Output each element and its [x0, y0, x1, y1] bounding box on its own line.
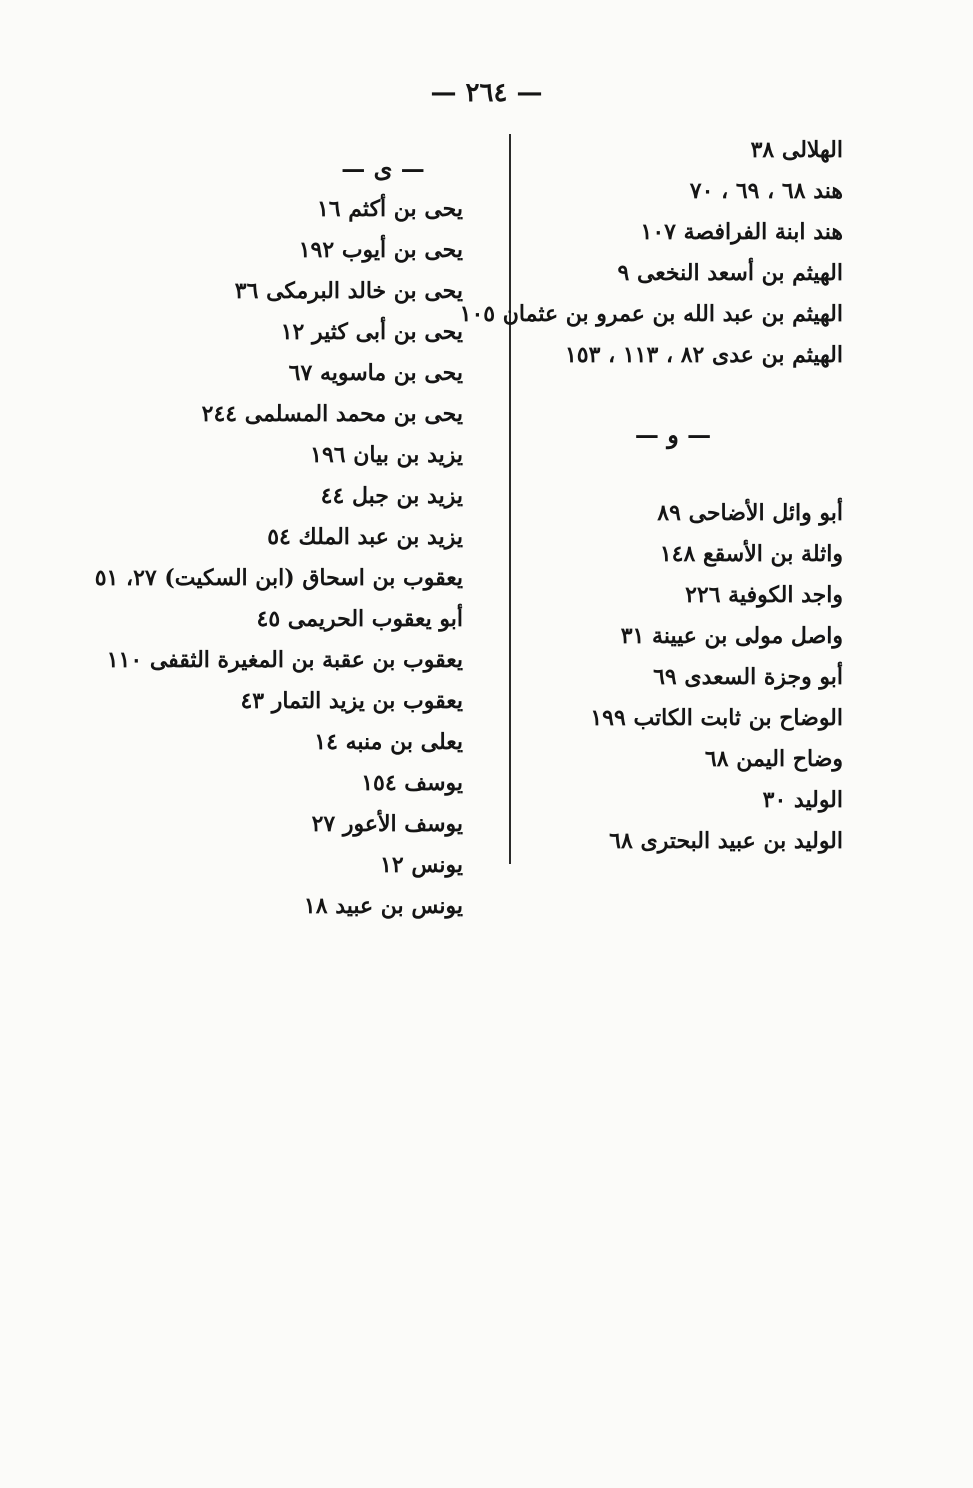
index-entry: هند ٦٨ ، ٦٩ ، ٧٠ — [689, 178, 843, 204]
index-entry: يونس ١٢ — [380, 852, 463, 878]
index-entry: يحى بن أيوب ١٩٢ — [298, 237, 463, 263]
index-entry: يونس بن عبيد ١٨ — [303, 893, 463, 919]
index-entry: يعقوب بن اسحاق (ابن السكيت) ٢٧، ٥١ — [94, 565, 463, 591]
index-entry: أبو وائل الأضاحى ٨٩ — [657, 500, 843, 526]
index-entry: الوليد ٣٠ — [762, 787, 843, 813]
index-entry: يزيد بن عبد الملك ٥٤ — [267, 524, 463, 550]
index-entry: يزيد بن بيان ١٩٦ — [310, 442, 463, 468]
section-heading-waw: — و — — [634, 420, 712, 449]
index-entry: هند ابنة الفرافصة ١٠٧ — [640, 219, 843, 245]
index-entry: يحى بن أبى كثير ١٢ — [280, 319, 463, 345]
index-entry: الهيثم بن أسعد النخعى ٩ — [617, 260, 843, 286]
section-heading-ya: — ى — — [341, 154, 425, 183]
index-entry: يزيد بن جبل ٤٤ — [320, 483, 463, 509]
left-column — [83, 148, 463, 927]
index-entry: يحى بن أكثم ١٦ — [316, 196, 463, 222]
index-entry: يحى بن محمد المسلمى ٢٤٤ — [201, 401, 463, 427]
index-entry: الهلالى ٣٨ — [750, 137, 843, 163]
page-number: — ٢٦٤ — — [430, 78, 543, 108]
index-entry: واجد الكوفية ٢٢٦ — [685, 582, 843, 608]
right-column — [459, 130, 843, 862]
index-entry: واثلة بن الأسقع ١٤٨ — [659, 541, 843, 567]
index-entry: الهيثم بن عبد الله بن عمرو بن عثمان ١٠٥ — [459, 301, 843, 327]
index-entry: الهيثم بن عدى ٨٢ ، ١١٣ ، ١٥٣ — [564, 342, 843, 368]
index-entry: أبو يعقوب الحريمى ٤٥ — [256, 606, 463, 632]
index-entry: الوضاح بن ثابت الكاتب ١٩٩ — [590, 705, 843, 731]
index-entry: وضاح اليمن ٦٨ — [704, 746, 843, 772]
index-entry: يعقوب بن يزيد التمار ٤٣ — [240, 688, 463, 714]
index-entry: أبو وجزة السعدى ٦٩ — [653, 664, 843, 690]
index-entry: يحى بن ماسويه ٦٧ — [288, 360, 463, 386]
section-gap — [503, 455, 843, 493]
index-entry: واصل مولى بن عيينة ٣١ — [620, 623, 843, 649]
index-entry: يوسف الأعور ٢٧ — [311, 811, 463, 837]
index-entry: يعلى بن منبه ١٤ — [314, 729, 463, 755]
section-gap — [503, 376, 843, 414]
index-entry: يوسف ١٥٤ — [361, 770, 463, 796]
index-entry: يحى بن خالد البرمكى ٣٦ — [234, 278, 463, 304]
index-entry: يعقوب بن عقبة بن المغيرة الثقفى ١١٠ — [106, 647, 463, 673]
index-entry: الوليد بن عبيد البحترى ٦٨ — [609, 828, 843, 854]
